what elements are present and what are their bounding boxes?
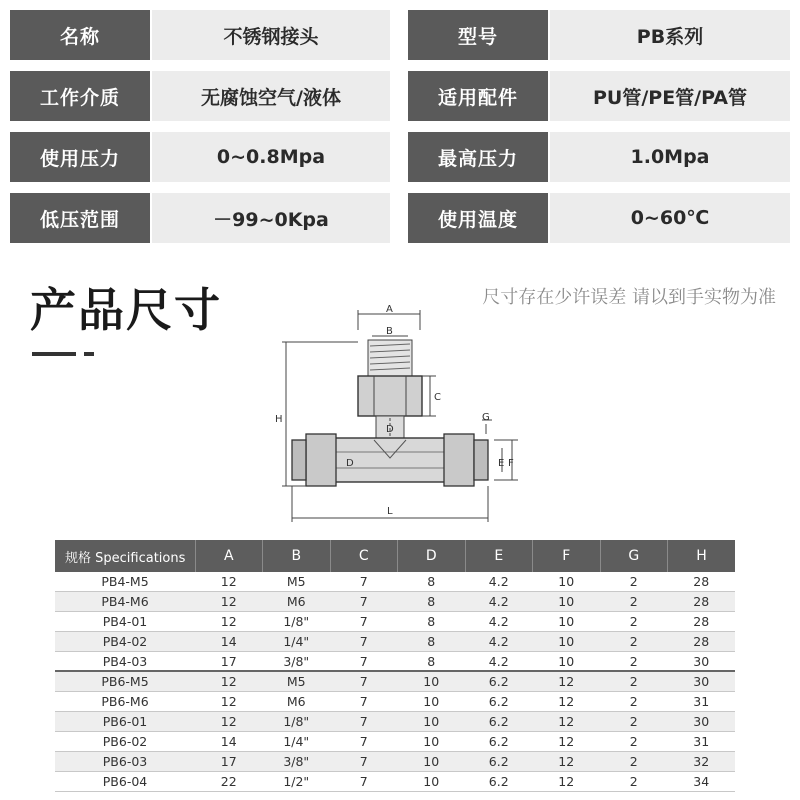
cell-model: PB6-04 [55, 771, 195, 791]
cell: 10 [533, 651, 601, 671]
cell: 17 [195, 651, 263, 671]
cell: M6 [263, 591, 331, 611]
cell: 1/4" [263, 732, 331, 752]
cell: 8 [398, 611, 466, 631]
spec-row [10, 132, 790, 182]
cell: 12 [195, 712, 263, 732]
cell: 12 [533, 712, 601, 732]
cell: 4.2 [465, 631, 533, 651]
dimension-drawing [270, 300, 530, 530]
header-spec: 规格 Specifications [55, 540, 195, 572]
spec-label: 最高压力 [408, 132, 548, 182]
tolerance-note: 尺寸存在少许误差 请以到手实物为准 [482, 287, 776, 308]
spec-value: 不锈钢接头 [152, 10, 390, 60]
spec-label: 低压范围 [10, 193, 150, 243]
cell: 28 [668, 591, 736, 611]
cell: M6 [263, 692, 331, 712]
header-d: D [398, 540, 466, 572]
cell: 6.2 [465, 692, 533, 712]
cell-model: PB4-M6 [55, 591, 195, 611]
dim-label-b: B [386, 326, 393, 337]
spec-label: 使用温度 [408, 193, 548, 243]
cell: 2 [600, 572, 668, 591]
cell: 2 [600, 611, 668, 631]
cell-model: PB6-M5 [55, 671, 195, 691]
cell: 1/2" [263, 771, 331, 791]
cell: 30 [668, 671, 736, 691]
cell: M5 [263, 671, 331, 691]
cell: 28 [668, 631, 736, 651]
spec-row [10, 193, 790, 243]
cell: 12 [533, 692, 601, 712]
table-row [55, 631, 735, 651]
cell: 1/4" [263, 631, 331, 651]
cell: 30 [668, 651, 736, 671]
cell: 4.2 [465, 651, 533, 671]
spec-value: 无腐蚀空气/液体 [152, 71, 390, 121]
cell: 12 [533, 671, 601, 691]
cell: 10 [398, 692, 466, 712]
cell: 7 [330, 591, 398, 611]
cell-model: PB6-02 [55, 732, 195, 752]
cell: 8 [398, 631, 466, 651]
dim-label-h: H [275, 414, 283, 425]
cell: 12 [533, 732, 601, 752]
table-row [55, 712, 735, 732]
title-underline [32, 352, 76, 356]
cell: 10 [398, 671, 466, 691]
cell: 7 [330, 732, 398, 752]
cell: 12 [195, 591, 263, 611]
header-a: A [195, 540, 263, 572]
spec-label: 适用配件 [408, 71, 548, 121]
cell: 10 [533, 572, 601, 591]
table-row [55, 752, 735, 772]
dim-label-e: E [498, 458, 505, 469]
cell: 7 [330, 651, 398, 671]
specifications-table [55, 540, 735, 792]
cell: 12 [533, 752, 601, 772]
dim-label-f: F [508, 458, 514, 469]
cell-model: PB4-M5 [55, 572, 195, 591]
cell-model: PB4-02 [55, 631, 195, 651]
cell: 2 [600, 651, 668, 671]
cell: 34 [668, 771, 736, 791]
cell: 2 [600, 631, 668, 651]
dim-label-d-top: D [386, 424, 394, 435]
cell: 8 [398, 572, 466, 591]
cell: 10 [398, 712, 466, 732]
table-row [55, 692, 735, 712]
cell: 6.2 [465, 732, 533, 752]
cell: 12 [195, 611, 263, 631]
cell: 8 [398, 651, 466, 671]
table-row [55, 572, 735, 591]
spec-value: PU管/PE管/PA管 [550, 71, 790, 121]
table-header-row [55, 540, 735, 572]
header-h: H [668, 540, 736, 572]
cell: 2 [600, 712, 668, 732]
cell: 10 [398, 771, 466, 791]
cell: 4.2 [465, 611, 533, 631]
section-title: 产品尺寸 [30, 283, 222, 337]
cell: 28 [668, 611, 736, 631]
cell: 31 [668, 732, 736, 752]
cell: 14 [195, 631, 263, 651]
cell: 14 [195, 732, 263, 752]
cell: 7 [330, 631, 398, 651]
table-row [55, 611, 735, 631]
cell: 2 [600, 671, 668, 691]
cell-model: PB6-01 [55, 712, 195, 732]
cell: 12 [195, 572, 263, 591]
cell: 10 [398, 732, 466, 752]
spec-value: －99~0Kpa [152, 193, 390, 243]
cell: 12 [195, 692, 263, 712]
table-row [55, 671, 735, 691]
cell-model: PB4-01 [55, 611, 195, 631]
spec-value: 1.0Mpa [550, 132, 790, 182]
title-underline-dot [84, 352, 94, 356]
cell: 7 [330, 572, 398, 591]
cell: 2 [600, 771, 668, 791]
spec-value: PB系列 [550, 10, 790, 60]
cell: 7 [330, 611, 398, 631]
cell: 4.2 [465, 591, 533, 611]
cell: 17 [195, 752, 263, 772]
cell: 10 [533, 591, 601, 611]
cell: 7 [330, 671, 398, 691]
cell: 31 [668, 692, 736, 712]
cell: 10 [533, 631, 601, 651]
cell: 6.2 [465, 752, 533, 772]
cell: 1/8" [263, 712, 331, 732]
cell: 1/8" [263, 611, 331, 631]
cell: 2 [600, 591, 668, 611]
spec-row [10, 71, 790, 121]
cell: 32 [668, 752, 736, 772]
cell: 7 [330, 752, 398, 772]
header-b: B [263, 540, 331, 572]
table-row [55, 591, 735, 611]
dim-label-l: L [387, 506, 393, 517]
cell: 7 [330, 692, 398, 712]
dim-label-d-side: D [346, 458, 354, 469]
spec-label: 工作介质 [10, 71, 150, 121]
spec-row [10, 10, 790, 60]
cell-model: PB6-M6 [55, 692, 195, 712]
spec-value: 0~60℃ [550, 193, 790, 243]
cell: 2 [600, 732, 668, 752]
spec-label: 使用压力 [10, 132, 150, 182]
cell: 12 [195, 671, 263, 691]
table-row [55, 771, 735, 791]
header-f: F [533, 540, 601, 572]
spec-label: 名称 [10, 10, 150, 60]
cell-model: PB4-03 [55, 651, 195, 671]
cell: 6.2 [465, 771, 533, 791]
cell: 2 [600, 752, 668, 772]
dim-label-a: A [386, 304, 393, 315]
cell: 7 [330, 712, 398, 732]
cell: 10 [533, 611, 601, 631]
cell: 3/8" [263, 651, 331, 671]
cell: 10 [398, 752, 466, 772]
header-e: E [465, 540, 533, 572]
cell: M5 [263, 572, 331, 591]
spec-label: 型号 [408, 10, 548, 60]
table-row [55, 651, 735, 671]
spec-value: 0~0.8Mpa [152, 132, 390, 182]
cell: 3/8" [263, 752, 331, 772]
cell: 12 [533, 771, 601, 791]
cell: 6.2 [465, 712, 533, 732]
cell: 2 [600, 692, 668, 712]
cell: 4.2 [465, 572, 533, 591]
dim-label-g: G [482, 412, 490, 423]
header-c: C [330, 540, 398, 572]
cell: 6.2 [465, 671, 533, 691]
cell: 7 [330, 771, 398, 791]
cell: 8 [398, 591, 466, 611]
cell: 30 [668, 712, 736, 732]
header-g: G [600, 540, 668, 572]
table-row [55, 732, 735, 752]
cell-model: PB6-03 [55, 752, 195, 772]
cell: 28 [668, 572, 736, 591]
cell: 22 [195, 771, 263, 791]
dim-label-c: C [434, 392, 441, 403]
